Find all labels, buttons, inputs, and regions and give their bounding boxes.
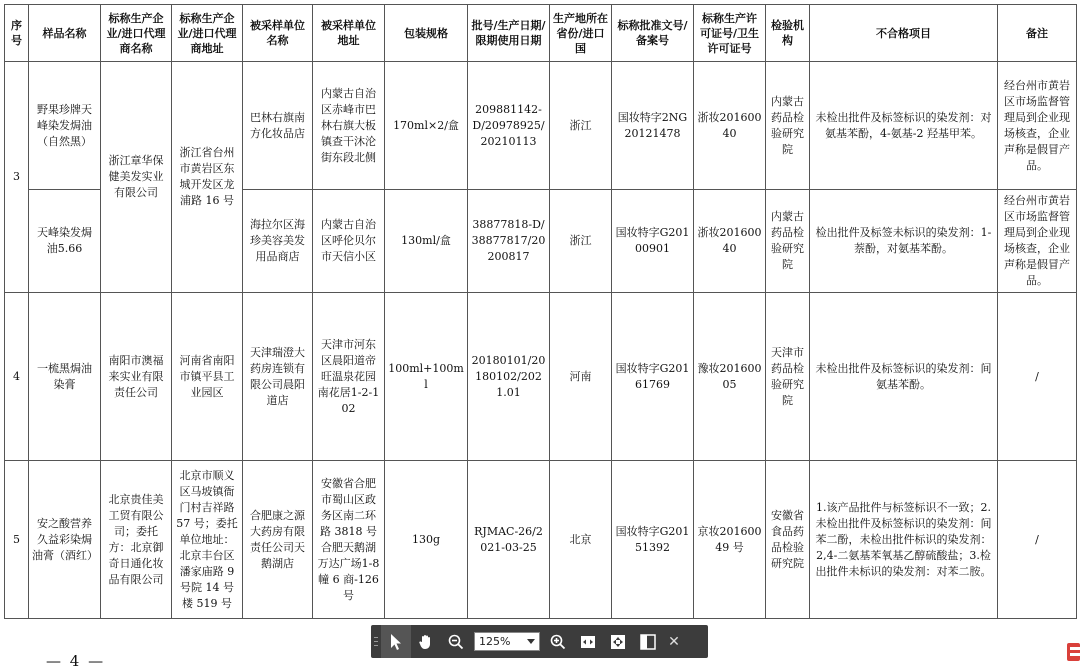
manufacturer-name: 浙江章华保健美发实业有限公司 xyxy=(101,62,172,293)
header-cell: 被采样单位名称 xyxy=(243,5,313,62)
sampled-unit-address: 天津市河东区晨阳道帝旺温泉花园南花居1-2-102 xyxy=(313,293,385,461)
product-name: 野果珍牌天峰染发焗油（自然黑） xyxy=(29,62,101,190)
table-row xyxy=(5,293,1077,461)
approval-number: 国妆特字G20100901 xyxy=(612,190,694,293)
sidebar-toggle-button[interactable] xyxy=(633,625,663,658)
drag-handle[interactable] xyxy=(371,625,381,658)
header-cell: 标称批准文号/备案号 xyxy=(612,5,694,62)
province: 浙江 xyxy=(550,62,612,190)
approval-number: 国妆特字G20161769 xyxy=(612,293,694,461)
site-logo-icon xyxy=(1066,641,1080,663)
package-spec: 130ml/盒 xyxy=(385,190,468,293)
table-header-row xyxy=(5,5,1077,62)
manufacturer-address: 北京市顺义区马坡镇衙门村吉祥路 57 号；委托单位地址：北京丰台区潘家庙路 9 号院 14 号楼 519 号 xyxy=(172,461,243,619)
sampled-unit-name: 巴林右旗南方化妆品店 xyxy=(243,62,313,190)
chevron-down-icon xyxy=(527,639,535,645)
license-number: 豫妆20160005 xyxy=(694,293,766,461)
remark: 经台州市黄岩区市场监督管理局到企业现场核查，企业声称是假冒产品。 xyxy=(998,62,1077,190)
province: 北京 xyxy=(550,461,612,619)
product-name: 一梳黑焗油染膏 xyxy=(29,293,101,461)
batch-number: 20180101/20180102/2021.01 xyxy=(468,293,550,461)
viewer-toolbar xyxy=(371,625,708,658)
license-number: 浙妆20160040 xyxy=(694,62,766,190)
sampled-unit-name: 合肥康之源大药房有限责任公司天鹅湖店 xyxy=(243,461,313,619)
product-name: 安之酸营养久益彩染焗油膏（酒红） xyxy=(29,461,101,619)
package-spec: 130g xyxy=(385,461,468,619)
row-number: 4 xyxy=(5,293,29,461)
fit-width-icon xyxy=(580,634,596,650)
header-cell: 被采样单位地址 xyxy=(313,5,385,62)
pan-tool-button[interactable] xyxy=(411,625,441,658)
zoom-value: 125% xyxy=(479,635,511,648)
zoom-out-icon xyxy=(448,634,464,650)
cursor-icon xyxy=(389,633,403,651)
sampled-unit-name: 海拉尔区海珍美容美发用品商店 xyxy=(243,190,313,293)
zoom-in-button[interactable] xyxy=(543,625,573,658)
sampled-unit-address: 安徽省合肥市蜀山区政务区南二环路 3818 号合肥天鹅湖万达广场1-8 幢 6 商-126 号 xyxy=(313,461,385,619)
license-number: 浙妆20160040 xyxy=(694,190,766,293)
header-cell: 标称生产企业/进口代理商名称 xyxy=(101,5,172,62)
header-cell: 样品名称 xyxy=(29,5,101,62)
sidebar-icon xyxy=(640,634,656,650)
fit-page-icon xyxy=(610,634,626,650)
approval-number: 国妆特字G20151392 xyxy=(612,461,694,619)
batch-number: 38877818-D/38877817/20200817 xyxy=(468,190,550,293)
manufacturer-name: 北京贵佳美工贸有限公司；委托方：北京御奇日通化妆品有限公司 xyxy=(101,461,172,619)
header-cell: 不合格项目 xyxy=(810,5,998,62)
batch-number: 209881142-D/20978925/20210113 xyxy=(468,62,550,190)
row-number: 5 xyxy=(5,461,29,619)
nonconformity: 检出批件及标签未标识的染发剂：1-萘酚，对氨基苯酚。 xyxy=(810,190,998,293)
header-cell: 标称生产企业/进口代理商地址 xyxy=(172,5,243,62)
table-row xyxy=(5,62,1077,190)
license-number: 京妆20160049 号 xyxy=(694,461,766,619)
sampled-unit-name: 天津瑞澄大药房连锁有限公司晨阳道店 xyxy=(243,293,313,461)
header-cell: 标称生产许可证号/卫生许可证号 xyxy=(694,5,766,62)
manufacturer-address: 浙江省台州市黄岩区东城开发区龙浦路 16 号 xyxy=(172,62,243,293)
zoom-out-button[interactable] xyxy=(441,625,471,658)
province: 浙江 xyxy=(550,190,612,293)
remark: / xyxy=(998,293,1077,461)
page-number: — 4 — xyxy=(46,652,106,670)
row-number: 3 xyxy=(5,62,29,293)
grip-icon xyxy=(374,636,378,648)
province: 河南 xyxy=(550,293,612,461)
header-cell: 序号 xyxy=(5,5,29,62)
fit-width-button[interactable] xyxy=(573,625,603,658)
nonconformity: 未检出批件及标签标识的染发剂：对氨基苯酚，4-氨基-2 羟基甲苯。 xyxy=(810,62,998,190)
close-icon: ✕ xyxy=(668,633,680,650)
product-name: 天峰染发焗油5.66 xyxy=(29,190,101,293)
header-cell: 生产地所在省份/进口国 xyxy=(550,5,612,62)
sampled-unit-address: 内蒙古自治区赤峰市巴林右旗大板镇查干沐沦街东段北侧 xyxy=(313,62,385,190)
sampled-unit-address: 内蒙古自治区呼伦贝尔市天信小区 xyxy=(313,190,385,293)
package-spec: 100ml+100ml xyxy=(385,293,468,461)
batch-number: RJMAC-26/2021-03-25 xyxy=(468,461,550,619)
remark: 经台州市黄岩区市场监督管理局到企业现场核查，企业声称是假冒产品。 xyxy=(998,190,1077,293)
manufacturer-name: 南阳市澳福来实业有限责任公司 xyxy=(101,293,172,461)
zoom-in-icon xyxy=(550,634,566,650)
sample-results-table xyxy=(4,4,1077,619)
header-cell: 包装规格 xyxy=(385,5,468,62)
header-cell: 备注 xyxy=(998,5,1077,62)
header-cell: 检验机构 xyxy=(766,5,810,62)
inspection-lab: 内蒙古药品检验研究院 xyxy=(766,62,810,190)
zoom-select[interactable] xyxy=(474,632,540,651)
select-tool-button[interactable] xyxy=(381,625,411,658)
manufacturer-address: 河南省南阳市镇平县工业园区 xyxy=(172,293,243,461)
nonconformity: 未检出批件及标签标识的染发剂：间氨基苯酚。 xyxy=(810,293,998,461)
table-row xyxy=(5,461,1077,619)
inspection-lab: 安徽省食品药品检验研究院 xyxy=(766,461,810,619)
approval-number: 国妆特字2NG20121478 xyxy=(612,62,694,190)
close-toolbar-button[interactable] xyxy=(663,634,685,650)
remark: / xyxy=(998,461,1077,619)
inspection-lab: 内蒙古药品检验研究院 xyxy=(766,190,810,293)
fit-page-button[interactable] xyxy=(603,625,633,658)
hand-icon xyxy=(417,633,435,651)
header-cell: 批号/生产日期/限期使用日期 xyxy=(468,5,550,62)
nonconformity: 1.该产品批件与标签标识不一致；2.未检出批件及标签标识的染发剂：间苯二酚，未检出批件标识的染发剂：2,4-二氨基苯氧基乙醇硫酸盐；3.检出批件未标识的染发剂：对苯二胺。 xyxy=(810,461,998,619)
package-spec: 170ml×2/盒 xyxy=(385,62,468,190)
inspection-lab: 天津市药品检验研究院 xyxy=(766,293,810,461)
